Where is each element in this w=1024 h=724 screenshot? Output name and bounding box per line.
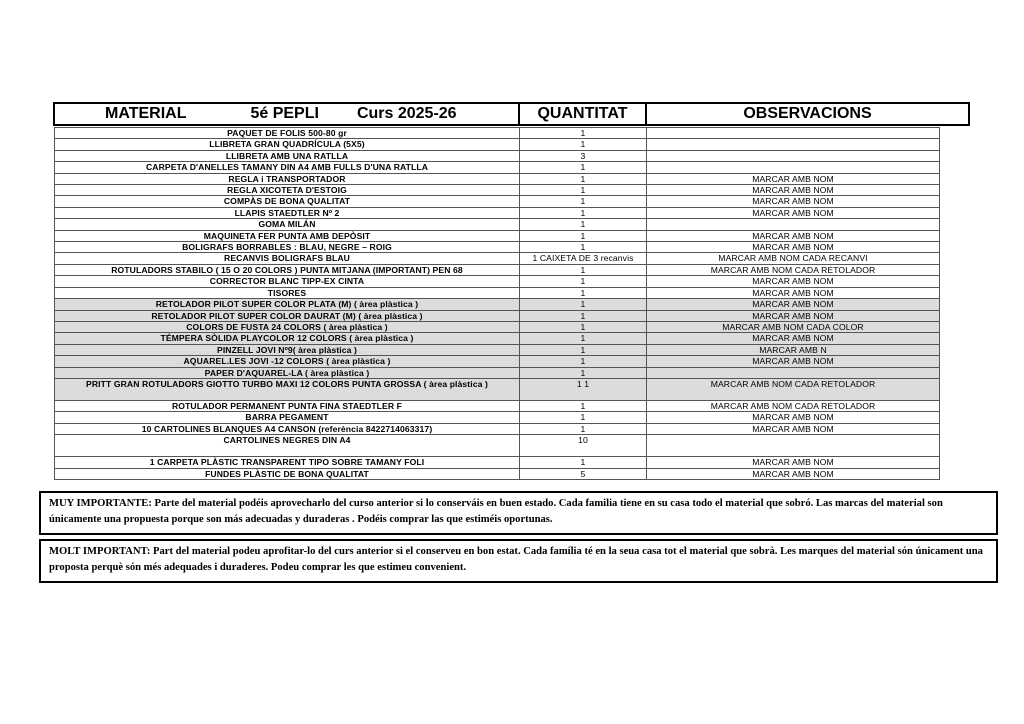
item-name: LLIBRETA GRAN QUADRÍCULA (5X5) [55, 139, 520, 150]
item-observation: MARCAR AMB NOM CADA RECANVI [647, 253, 940, 264]
header-course: Curs 2025-26 [356, 105, 457, 122]
item-observation [647, 128, 940, 139]
item-observation: MARCAR AMB NOM [647, 173, 940, 184]
table-row [55, 196, 940, 207]
item-observation [647, 139, 940, 150]
item-name: RETOLADOR PILOT SUPER COLOR PLATA (M) ( àrea plàstica ) [55, 299, 520, 310]
item-quantity: 1 [520, 219, 647, 230]
item-name: TÉMPERA SÒLIDA PLAYCOLOR 12 COLORS ( àrea plàstica ) [55, 333, 520, 344]
item-name: AQUAREL.LES JOVI -12 COLORS ( àrea plàstica ) [55, 356, 520, 367]
item-quantity: 1 1 [520, 378, 647, 400]
item-observation: MARCAR AMB NOM CADA COLOR [647, 321, 940, 332]
item-name: CARTOLINES NEGRES DIN A4 [55, 435, 520, 457]
item-name: LLIBRETA AMB UNA RATLLA [55, 150, 520, 161]
item-quantity: 1 [520, 423, 647, 434]
item-quantity: 1 [520, 344, 647, 355]
item-name: FUNDES PLÀSTIC DE BONA QUALITAT [55, 468, 520, 479]
table-row [55, 310, 940, 321]
item-quantity: 1 [520, 196, 647, 207]
item-quantity: 1 [520, 128, 647, 139]
table-row [55, 139, 940, 150]
item-quantity: 1 [520, 333, 647, 344]
header-quantity: QUANTITAT [520, 104, 647, 124]
item-observation: MARCAR AMB NOM [647, 276, 940, 287]
table-row [55, 173, 940, 184]
item-observation: MARCAR AMB NOM CADA RETOLADOR [647, 400, 940, 411]
table-row [55, 242, 940, 253]
item-name: ROTULADORS STABILO ( 15 O 20 COLORS ) PUNTA MITJANA (IMPORTANT) PEN 68 [55, 264, 520, 275]
item-quantity: 1 [520, 321, 647, 332]
item-quantity: 1 [520, 207, 647, 218]
table-row [55, 457, 940, 468]
item-name: PAPER D'AQUAREL-LA ( àrea plàstica ) [55, 367, 520, 378]
item-name: COMPÀS DE BONA QUALITAT [55, 196, 520, 207]
item-name: 1 CARPETA PLÀSTIC TRANSPARENT TIPO SOBRE TAMANY FOLI [55, 457, 520, 468]
materials-table [54, 127, 940, 480]
item-quantity: 1 [520, 367, 647, 378]
item-quantity: 1 [520, 264, 647, 275]
item-name: BOLIGRAFS BORRABLES : BLAU, NEGRE – ROIG [55, 242, 520, 253]
header-group: 5é PEPLI [250, 105, 319, 122]
item-name: LLAPIS STAEDTLER Nº 2 [55, 207, 520, 218]
item-name: TISORES [55, 287, 520, 298]
item-quantity: 1 [520, 139, 647, 150]
table-row [55, 264, 940, 275]
item-name: REGLA i TRANSPORTADOR [55, 173, 520, 184]
table-row [55, 367, 940, 378]
item-name: PRITT GRAN ROTULADORS GIOTTO TURBO MAXI 12 COLORS PUNTA GROSSA ( àrea plàstica ) [55, 378, 520, 400]
item-quantity: 1 [520, 185, 647, 196]
table-row [55, 423, 940, 434]
item-quantity: 1 [520, 287, 647, 298]
item-quantity: 1 [520, 162, 647, 173]
item-name: RETOLADOR PILOT SUPER COLOR DAURAT (M) ( àrea plàstica ) [55, 310, 520, 321]
item-quantity: 3 [520, 150, 647, 161]
item-observation [647, 219, 940, 230]
table-row [55, 400, 940, 411]
table-row [55, 230, 940, 241]
note-catalan: MOLT IMPORTANT: Part del material podeu aprofitar-lo del curs anterior si el conserveu en bon estat. Cada família té en la seua casa tot el material que sobrà. Les marques del material són únicament una proposta perquè són més adequades i duraderes. Podeu comprar les que estimeu convenient. [39, 539, 998, 583]
table-row [55, 253, 940, 264]
table-row [55, 344, 940, 355]
item-name: COLORS DE FUSTA 24 COLORS ( àrea plàstica ) [55, 321, 520, 332]
item-observation: MARCAR AMB N [647, 344, 940, 355]
item-observation: MARCAR AMB NOM [647, 207, 940, 218]
item-observation: MARCAR AMB NOM [647, 457, 940, 468]
item-observation: MARCAR AMB NOM CADA RETOLADOR [647, 378, 940, 400]
table-row [55, 219, 940, 230]
item-observation: MARCAR AMB NOM [647, 356, 940, 367]
item-name: RECANVIS BOLIGRAFS BLAU [55, 253, 520, 264]
table-row [55, 378, 940, 400]
item-observation: MARCAR AMB NOM [647, 185, 940, 196]
item-quantity: 1 CAIXETA DE 3 recanvis [520, 253, 647, 264]
item-quantity: 1 [520, 230, 647, 241]
header-observations: OBSERVACIONS [743, 105, 872, 122]
table-row [55, 128, 940, 139]
table-row [55, 321, 940, 332]
header-material-cell [55, 104, 520, 124]
item-observation [647, 150, 940, 161]
item-observation: MARCAR AMB NOM [647, 423, 940, 434]
item-name: PINZELL JOVI Nº9( àrea plàstica ) [55, 344, 520, 355]
item-observation: MARCAR AMB NOM [647, 412, 940, 423]
item-observation: MARCAR AMB NOM [647, 230, 940, 241]
table-row [55, 299, 940, 310]
item-quantity: 1 [520, 400, 647, 411]
table-row [55, 356, 940, 367]
item-observation: MARCAR AMB NOM [647, 196, 940, 207]
item-quantity: 1 [520, 457, 647, 468]
item-quantity: 1 [520, 310, 647, 321]
table-row [55, 287, 940, 298]
item-observation: MARCAR AMB NOM [647, 333, 940, 344]
note-spanish: MUY IMPORTANTE: Parte del material podéis aprovecharlo del curso anterior si lo conserváis en buen estado. Cada familia tiene en su casa todo el material que sobró. Las marcas del material son únicamente una propuesta porque son más adecuadas y duraderas . Podéis comprar las que estiméis oportunas. [39, 491, 998, 535]
table-row [55, 435, 940, 457]
item-quantity: 1 [520, 242, 647, 253]
table-row [55, 185, 940, 196]
item-name: CORRECTOR BLANC TIPP-EX CINTA [55, 276, 520, 287]
item-name: CARPETA D'ANELLES TAMANY DIN A4 AMB FULLS D'UNA RATLLA [55, 162, 520, 173]
item-quantity: 10 [520, 435, 647, 457]
table-row [55, 207, 940, 218]
header-material: MATERIAL [105, 105, 187, 122]
table-row [55, 162, 940, 173]
item-quantity: 1 [520, 356, 647, 367]
item-observation: MARCAR AMB NOM [647, 242, 940, 253]
item-name: PAQUET DE FOLIS 500-80 gr [55, 128, 520, 139]
item-quantity: 1 [520, 276, 647, 287]
item-observation: MARCAR AMB NOM CADA RETOLADOR [647, 264, 940, 275]
table-row [55, 412, 940, 423]
table-row [55, 468, 940, 479]
item-name: 10 CARTOLINES BLANQUES A4 CANSON (referència 8422714063317) [55, 423, 520, 434]
item-observation [647, 435, 940, 457]
item-observation: MARCAR AMB NOM [647, 287, 940, 298]
table-row [55, 276, 940, 287]
item-quantity: 1 [520, 412, 647, 423]
item-observation: MARCAR AMB NOM [647, 468, 940, 479]
table-row [55, 150, 940, 161]
item-observation [647, 367, 940, 378]
item-observation [647, 162, 940, 173]
table-row [55, 333, 940, 344]
item-quantity: 1 [520, 173, 647, 184]
item-name: BARRA PEGAMENT [55, 412, 520, 423]
item-observation: MARCAR AMB NOM [647, 299, 940, 310]
item-quantity: 5 [520, 468, 647, 479]
item-quantity: 1 [520, 299, 647, 310]
item-name: MAQUINETA FER PUNTA AMB DEPÒSIT [55, 230, 520, 241]
item-name: GOMA MILÁN [55, 219, 520, 230]
item-observation: MARCAR AMB NOM [647, 310, 940, 321]
item-name: ROTULADOR PERMANENT PUNTA FINA STAEDTLER F [55, 400, 520, 411]
item-name: REGLA XICOTETA D'ESTOIG [55, 185, 520, 196]
table-header [53, 102, 970, 126]
